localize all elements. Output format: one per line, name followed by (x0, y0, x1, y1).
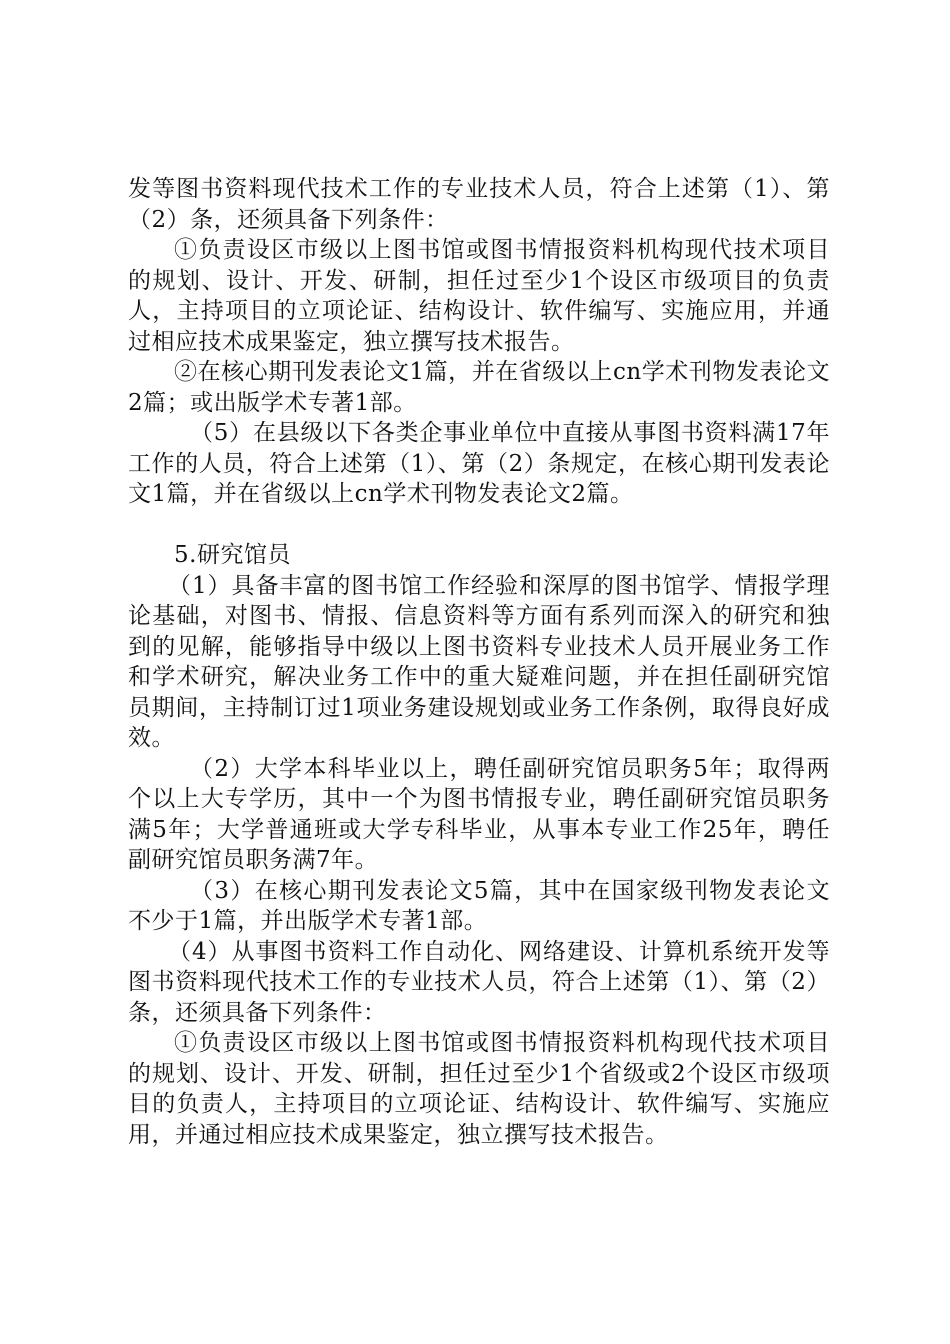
section-title: 5.研究馆员 (174, 542, 291, 568)
paragraph-condition-2: ②在核心期刊发表论文1篇，并在省级以上cn学术刊物发表论文2篇；或出版学术专著1部。 (128, 359, 830, 416)
paragraph-item-5: （5）在县级以下各类企事业单位中直接从事图书资料满17年工作的人员，符合上述第（1）、第（2）条规定，在核心期刊发表论文1篇，并在省级以上cn学术刊物发表论文2篇。 (128, 420, 830, 507)
blank-line (128, 510, 830, 541)
paragraph-item-3: （3）在核心期刊发表论文5篇，其中在国家级刊物发表论文不少于1篇，并出版学术专著1部。 (128, 877, 830, 934)
paragraph-condition-1: ①负责设区市级以上图书馆或图书情报资料机构现代技术项目的规划、设计、开发、研制，担任过至少1个设区市级项目的负责人，主持项目的立项论证、结构设计、软件编写、实施应用，并通过相应技术成果鉴定，独立撰写技术报告。 (128, 237, 830, 355)
paragraph-continuation: 发等图书资料现代技术工作的专业技术人员，符合上述第（1）、第（2）条，还须具备下列条件： (128, 176, 830, 233)
document-body (128, 174, 830, 1150)
paragraph-condition-1b: ①负责设区市级以上图书馆或图书情报资料机构现代技术项目的规划、设计、开发、研制，担任过至少1个省级或2个设区市级项目的负责人，主持项目的立项论证、结构设计、软件编写、实施应用，并通过相应技术成果鉴定，独立撰写技术报告。 (128, 1030, 830, 1148)
paragraph-item-2: （2）大学本科毕业以上，聘任副研究馆员职务5年；取得两个以上大专学历，其中一个为图书情报专业，聘任副研究馆员职务满5年；大学普通班或大学专科毕业，从事本专业工作25年，聘任副研究馆员职务满7年。 (128, 755, 830, 873)
paragraph-item-4: （4）从事图书资料工作自动化、网络建设、计算机系统开发等图书资料现代技术工作的专业技术人员，符合上述第（1）、第（2）条，还须具备下列条件： (128, 938, 830, 1026)
paragraph-item-1: （1）具备丰富的图书馆工作经验和深厚的图书馆学、情报学理论基础，对图书、情报、信息资料等方面有系列而深入的研究和独到的见解，能够指导中级以上图书资料专业技术人员开展业务工作和学术研究，解决业务工作中的重大疑难问题，并在担任副研究馆员期间，主持制订过1项业务建设规划或业务工作条例，取得良好成效。 (128, 572, 830, 751)
